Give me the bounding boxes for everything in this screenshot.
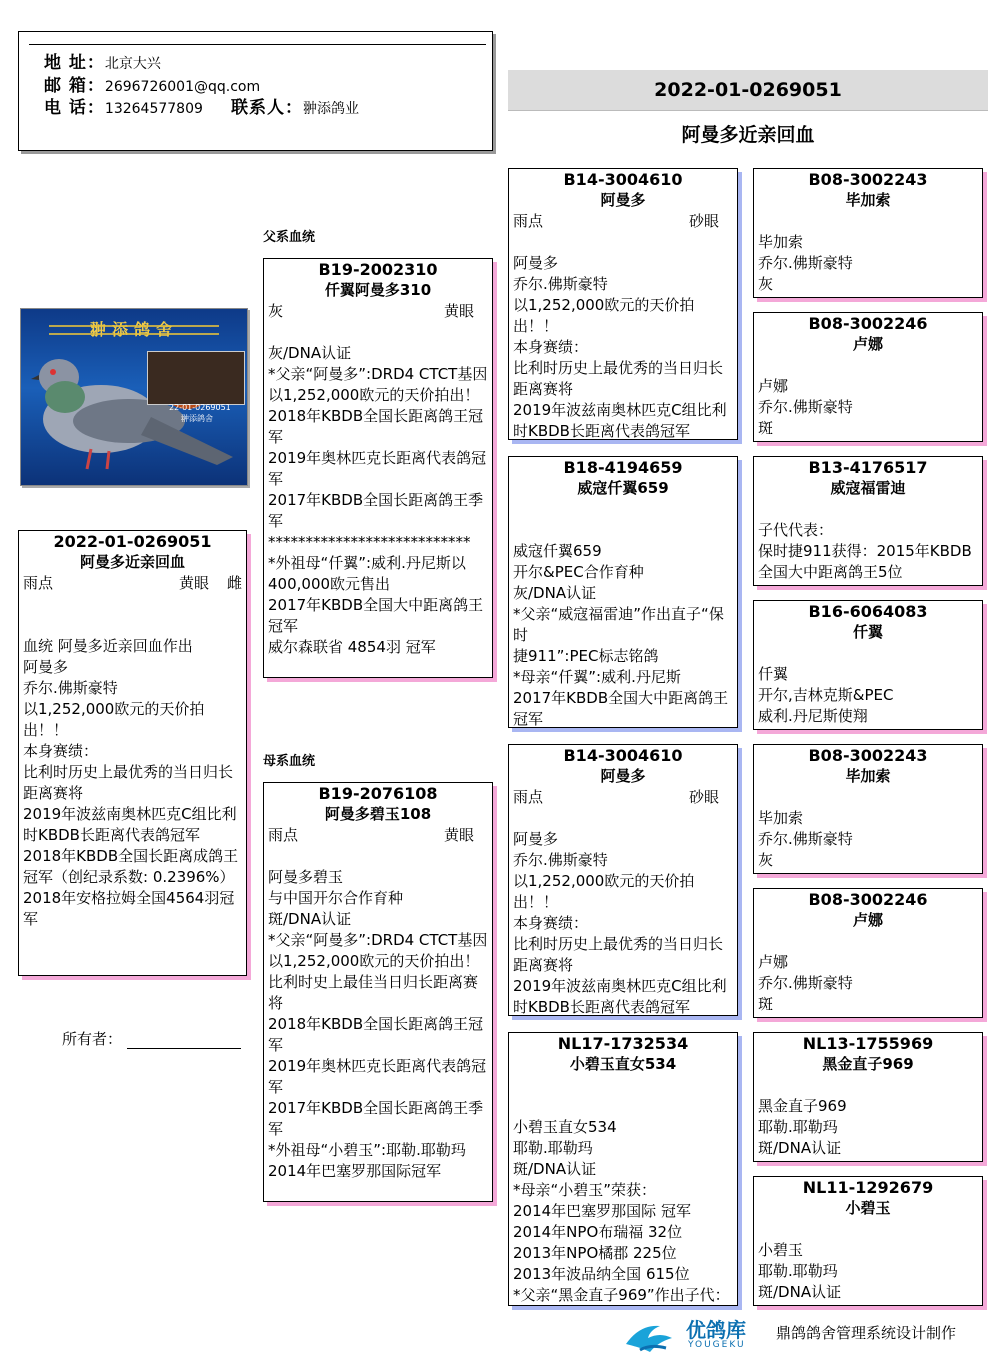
contact-divider	[29, 44, 486, 45]
ggp1-card	[753, 168, 983, 298]
address-value: 北京大兴	[104, 56, 161, 72]
dam-card	[263, 782, 493, 1202]
ggp2-name: 卢娜	[852, 335, 883, 353]
photo-owner-overlay: 翀添鸽舍	[181, 414, 213, 423]
dam-name: 阿曼多碧玉108	[324, 805, 432, 823]
gp3-eye: 砂眼	[688, 788, 719, 806]
gp4-ring: NL17-1732534	[557, 1034, 689, 1053]
granddam-maternal-card	[508, 1032, 738, 1306]
ggp8-name: 小碧玉	[845, 1199, 891, 1217]
ggp6-name: 卢娜	[852, 911, 883, 929]
email-value: 2696726001@qq.com	[104, 79, 261, 95]
owner-label: 所有者：	[62, 1030, 123, 1048]
ggp5-ring: B08-3002243	[808, 746, 928, 765]
ggp4-desc: 仟翼 开尔,吉林克斯&PEC 威利.丹尼斯使翔	[758, 665, 894, 725]
gp1-eye: 砂眼	[688, 212, 719, 230]
phone-label: 电 话：	[44, 98, 105, 118]
gp1-ring: B14-3004610	[563, 170, 683, 189]
gp2-desc: 威寇仟翼659 开尔&PEC合作育种 灰/DNA认证 *父亲“威寇福雷迪”作出直子“保时 捷911”:PEC标志铭鸽 *母亲“仟翼”:威利.丹尼斯 2017年KBDB全国大中距离鸽王冠军	[513, 542, 729, 728]
contact-person-row	[231, 98, 359, 120]
ggp2-desc: 卢娜 乔尔.佛斯豪特 斑	[758, 377, 853, 437]
gp3-ring: B14-3004610	[563, 746, 683, 765]
sire-ring: B19-2002310	[318, 260, 438, 279]
ggp1-ring: B08-3002243	[808, 170, 928, 189]
ggp3-name: 威寇福雷迪	[830, 479, 906, 497]
subject-eye: 黄眼	[178, 574, 209, 592]
dam-eye: 黄眼	[443, 826, 474, 844]
subject-desc: 血统 阿曼多近亲回血作出 阿曼多 乔尔.佛斯豪特 以1,252,000欧元的天价拍出！！ 本身赛绩： 比利时历史上最优秀的当日归长距离赛将 2019年波兹南奥林匹克C组比利时KBDB长距离代表鸽冠军 2018年KBDB全国长距离成鸽王冠军（创纪录系数: 0.2396%） 2018年安格拉姆全国4564羽冠军	[23, 637, 239, 928]
ggp3-card	[753, 456, 983, 586]
subject-ring: 2022-01-0269051	[53, 532, 212, 551]
sire-color: 灰	[268, 302, 284, 320]
phone-value: 13264577809	[104, 101, 203, 117]
footer	[620, 1312, 1000, 1358]
owner-blank[interactable]	[127, 1032, 241, 1049]
gp3-desc: 阿曼多 乔尔.佛斯豪特 以1,252,000欧元的天价拍出！！ 本身赛绩： 比利时历史上最优秀的当日归长距离赛将 2019年波兹南奥林匹克C组比利时KBDB长距离代表鸽冠军	[513, 830, 727, 1016]
grandsire-paternal-card	[508, 168, 738, 440]
ggp7-ring: NL13-1755969	[802, 1034, 934, 1053]
sire-line-label: 父系血统	[263, 230, 316, 245]
logo-cn: 优鸽库	[686, 1318, 746, 1342]
logo-icon	[620, 1314, 684, 1356]
ggp6-ring: B08-3002246	[808, 890, 928, 909]
gp2-name: 威寇仟翼659	[577, 479, 669, 497]
ggp6-desc: 卢娜 乔尔.佛斯豪特 斑	[758, 953, 853, 1013]
ggp4-ring: B16-6064083	[808, 602, 928, 621]
header-ring-band	[508, 70, 988, 111]
eye-inset	[147, 351, 245, 405]
gp4-desc: 小碧玉直女534 耶勒.耶勒玛 斑/DNA认证 *母亲“小碧玉”荣获： 2014年巴塞罗那国际 冠军 2014年NPO布瑞福 32位 2013年NPO橘郡 225位 2013年波品纳全国 615位 *父亲“黑金直子969”作出子代：	[513, 1118, 730, 1304]
gp1-name: 阿曼多	[600, 191, 646, 209]
gp3-traits	[513, 787, 733, 808]
sire-eye: 黄眼	[443, 302, 474, 320]
ggp1-desc: 毕加索 乔尔.佛斯豪特 灰	[758, 233, 853, 293]
sire-card	[263, 258, 493, 678]
gp1-color: 雨点	[513, 212, 544, 230]
gp1-desc: 阿曼多 乔尔.佛斯豪特 以1,252,000欧元的天价拍出！！ 本身赛绩： 比利时历史上最优秀的当日归长距离赛将 2019年波兹南奥林匹克C组比利时KBDB长距离代表鸽冠军	[513, 254, 727, 440]
contact-person-label: 联系人：	[231, 98, 303, 118]
sire-name: 仟翼阿曼多310	[324, 281, 432, 299]
dam-line-label: 母系血统	[263, 754, 316, 769]
gp4-name: 小碧玉直女534	[569, 1055, 677, 1073]
subject-traits	[23, 573, 242, 594]
gp3-name: 阿曼多	[600, 767, 646, 785]
subject-card	[18, 530, 247, 976]
subject-name: 阿曼多近亲回血	[79, 553, 185, 571]
contact-box	[18, 31, 493, 151]
ggp7-name: 黑金直子969	[822, 1055, 914, 1073]
footer-credit: 鼎鸽鸽舍管理系统设计制作	[776, 1324, 957, 1342]
ggp2-card	[753, 312, 983, 442]
email-label: 邮 箱：	[44, 76, 105, 96]
ggp4-card	[753, 600, 983, 730]
ggp3-desc: 子代代表： 保时捷911获得：2015年KBDB全国大中距离鸽王5位	[758, 521, 972, 581]
subject-sex: 雌	[226, 574, 242, 592]
email-row	[44, 76, 260, 98]
address-row	[44, 53, 161, 75]
owner-line	[62, 1028, 241, 1049]
ggp8-desc: 小碧玉 耶勒.耶勒玛 斑/DNA认证	[758, 1241, 842, 1301]
ggp1-name: 毕加索	[845, 191, 891, 209]
ggp8-card	[753, 1176, 983, 1306]
phone-row	[44, 98, 203, 120]
ggp3-ring: B13-4176517	[808, 458, 928, 477]
dam-desc: 阿曼多碧玉 与中国开尔合作育种 斑/DNA认证 *父亲“阿曼多”:DRD4 CTCT基因 以1,252,000欧元的天价拍出！ 比利时史上最佳当日归长距离赛将 2018年KBDB全国长距离鸽王冠军 2019年奥林匹克长距离代表鸽冠军 2017年KBDB全国长距离鸽王季军 *外祖母“小碧玉”:耶勒.耶勒玛 2014年巴塞罗那国际冠军	[268, 868, 488, 1180]
photo-ring-overlay: 22-01-0269051	[169, 403, 231, 412]
ggp2-ring: B08-3002246	[808, 314, 928, 333]
ggp4-name: 仟翼	[852, 623, 883, 641]
gp1-traits	[513, 211, 733, 232]
ggp6-card	[753, 888, 983, 1018]
header-ring: 2022-01-0269051	[654, 79, 842, 101]
logo-en: YOUGEKU	[688, 1340, 746, 1350]
address-label: 地 址：	[44, 53, 105, 73]
subject-color: 雨点	[23, 574, 54, 592]
ggp7-card	[753, 1032, 983, 1162]
dam-color: 雨点	[268, 826, 299, 844]
grandsire-maternal-card	[508, 744, 738, 1016]
ggp5-desc: 毕加索 乔尔.佛斯豪特 灰	[758, 809, 853, 869]
sire-desc: 灰/DNA认证 *父亲“阿曼多”:DRD4 CTCT基因 以1,252,000欧元的天价拍出！ 2018年KBDB全国长距离鸽王冠军 2019年奥林匹克长距离代表鸽冠军 2017年KBDB全国长距离鸽王季军 *************************** *外祖母“仟翼”:威利.丹尼斯以400,000欧元售出 2017年KBDB全国大中距离鸽王冠军 威尔森联省 4854羽 冠军	[268, 344, 488, 656]
ggp5-name: 毕加索	[845, 767, 891, 785]
ggp8-ring: NL11-1292679	[802, 1178, 934, 1197]
dam-ring: B19-2076108	[318, 784, 438, 803]
dam-traits	[268, 825, 488, 846]
gp3-color: 雨点	[513, 788, 544, 806]
gp2-ring: B18-4194659	[563, 458, 683, 477]
granddam-paternal-card	[508, 456, 738, 728]
photo-banner: 翀添鸽舍	[89, 320, 178, 339]
contact-person-value: 翀添鸽业	[303, 101, 359, 117]
ggp7-desc: 黑金直子969 耶勒.耶勒玛 斑/DNA认证	[758, 1097, 847, 1157]
header-title: 阿曼多近亲回血	[681, 124, 815, 146]
sire-traits	[268, 301, 488, 322]
ggp5-card	[753, 744, 983, 874]
pigeon-photo	[20, 308, 248, 486]
